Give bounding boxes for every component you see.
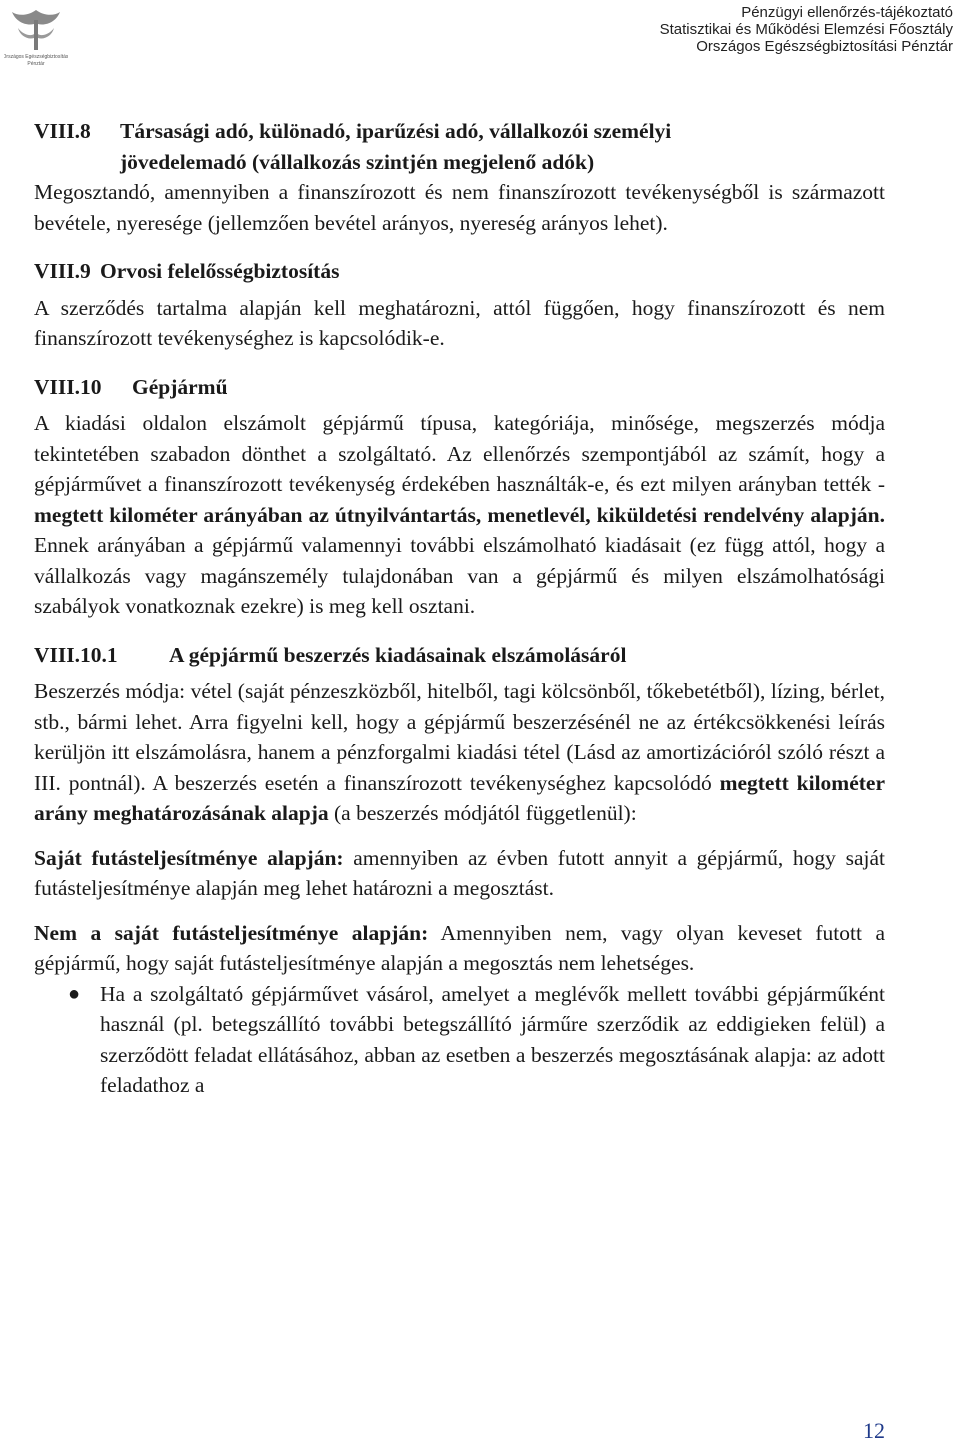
section-heading-9 <box>34 256 885 287</box>
bullet-icon: ● <box>68 982 81 1005</box>
list-item-text: Ha a szolgáltató gépjárművet vásárol, amelyet a meglévők mellett további gépjárműként használ (pl. betegszállító további betegszállító járműre szerződik az eddigieken felül) a szerződött feladat ellátásához, abban az esetben a beszerzés megosztásának alapja: az adott feladathoz a <box>100 981 885 1097</box>
paragraph: A szerződés tartalma alapján kell meghatározni, attól függően, hogy finanszírozott és nem finanszírozott tevékenységhez is kapcsolódik-e. <box>34 295 885 350</box>
section-heading-10 <box>34 372 885 403</box>
section-heading-8-2 <box>34 147 885 178</box>
section-title: Gépjármű <box>132 374 228 399</box>
text-run-bold: Nem a saját futásteljesítménye alapján: <box>34 920 429 945</box>
text-run-bold: Saját futásteljesítménye alapján: <box>34 845 344 870</box>
document-body <box>34 116 885 1101</box>
text-run: A kiadási oldalon elszámolt gépjármű típusa, kategóriája, minősége, megszerzés módja tekintetében szabadon dönthet a szolgáltató. Az ellenőrzés szempontjából az számít, hogy a gépjárművet a finanszírozott tevékenység érdekében használták-e, és ezt milyen arányban tették - <box>34 411 885 496</box>
text-run: Beszerzés módja: vétel (saját pénzeszközből, hitelből, tagi kölcsönből, tőkebetétből), lízing, bérlet, stb., bármi lehet. Arra figyelni kell, hogy a gépjármű beszerzésénél ne az értékcsökkenési leírás kerüljön itt elszámolásra, hanem a pénzforgalmi kiadási tétel (Lásd az amortizációról szóló részt a III. pontnál). A beszerzés esetén a finanszírozott tevékenységhez kapcsolódó <box>34 679 885 795</box>
section-number: VIII.10 <box>34 374 102 399</box>
section-heading-8-1 <box>34 116 885 147</box>
paragraph: Megosztandó, amennyiben a finanszírozott és nem finanszírozott tevékenységből is származott bevétele, nyeresége (jellemzően bevétel arányos, nyereség arányos lehet). <box>34 180 885 235</box>
paragraph <box>34 918 885 979</box>
header-department: Statisztikai és Működési Elemzési Főosztály <box>659 21 953 38</box>
paragraph <box>34 843 885 904</box>
section-number: VIII.8 <box>34 119 91 143</box>
text-run: (a beszerzés módjától függetlenül): <box>328 801 637 825</box>
paragraph <box>34 408 885 622</box>
section-title: Társasági adó, különadó, iparűzési adó, vállalkozói személyi <box>120 119 672 143</box>
svg-text:Pénztár: Pénztár <box>27 61 45 67</box>
header-title: Pénzügyi ellenőrzés-tájékoztató <box>741 4 953 21</box>
header-organization: Országos Egészségbiztosítási Pénztár <box>696 38 953 55</box>
document-header <box>660 4 953 55</box>
page-number: 12 <box>863 1418 885 1443</box>
text-run-bold: megtett kilométer arányában az útnyilvántartás, menetlevél, kiküldetési rendelvény alapján. <box>34 502 885 527</box>
section-title: A gépjármű beszerzés kiadásainak elszámolásáról <box>169 642 627 667</box>
list-item <box>34 979 885 1101</box>
section-number: VIII.10.1 <box>34 642 118 667</box>
oep-logo-icon <box>4 6 68 68</box>
text-run-bold: megtett kilométer arány meghatározásának alapja <box>34 770 885 825</box>
text-run: Amennyiben nem, vagy olyan keveset futott a gépjármű, hogy saját futásteljesítménye alapján a megosztás nem lehetséges. <box>34 920 885 975</box>
text-run: amennyiben az évben futott annyit a gépjármű, hogy saját futásteljesítménye alapján meg lehet határozni a megosztást. <box>34 845 886 900</box>
svg-text:Országos Egészségbiztosítási: Országos Egészségbiztosítási <box>4 54 68 60</box>
section-title: Orvosi felelősségbiztosítás <box>100 259 340 283</box>
section-number: VIII.9 <box>34 259 91 283</box>
text-run: Ennek arányában a gépjármű valamennyi további elszámolható kiadásait (ez függ attól, hogy a vállalkozás vagy magánszemély tulajdonában van a gépjármű és milyen elszámolhatósági szabályok vonatkoznak ezekre) is meg kell osztani. <box>34 533 885 618</box>
oep-logo <box>4 6 68 68</box>
section-title-cont: jövedelemadó (vállalkozás szintjén megjelenő adók) <box>120 149 595 174</box>
paragraph <box>34 676 885 829</box>
section-heading-10-1 <box>34 640 885 671</box>
